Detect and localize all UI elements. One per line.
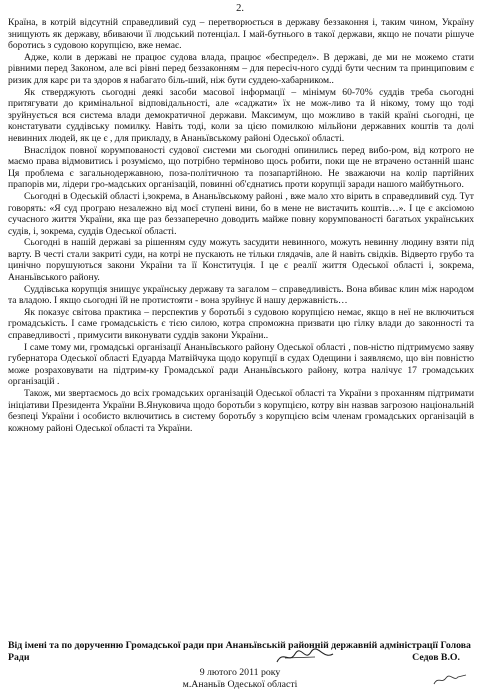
initials-mark-icon bbox=[432, 672, 468, 688]
place-line: м.Ананьїв Одеської області bbox=[182, 679, 298, 690]
paragraph: Як стверджують сьогодні деякі засоби масової інформації – мінімум 60-70% суддів треба сьогодні притягувати до кримінальної відповідальності, але «саджати» їх не мож-ливо та й нікому, тому що тоді зруйнується вся система влади демократичної держави. Максимум, що можливо в такій країні сьогодні, це констатувати суддівську помилку. Навіть тоді, коли за цією помилкою мільйони державних коштів та долі невинних людей, як це є , для прикладу, в Ананьївському районі Одеської області. bbox=[8, 86, 474, 144]
paragraph: Країна, в котрій відсутній справедливий суд – перетворюється в державу беззаконня і, таким чином, Україну знищують як державу, вбиваючи її людський потенціал. І май-бутнього в такої держави, якщо не почати рішуче боротись з судовою корупцією, вже немає. bbox=[8, 17, 474, 52]
paragraph: Як показує світова практика – перспектив у боротьбі з судовою корупцією немає, якщо в неї не включиться громадськість. І саме громадськість є тією силою, котра спроможна призвати цю гілку влади до законності та справедливості , примусити виконувати суддів закони України.. bbox=[8, 306, 474, 342]
signatory-name: Седов В.О. bbox=[412, 652, 460, 663]
page-number: 2. bbox=[236, 3, 244, 14]
paragraph: І саме тому ми, громадські організації Ананьївського району Одеської області , пов-ністю підтримуємо заяву губернатора Одеської області Едуарда Матвійчука щодо корупції в судах Одещини і заявляємо, що він повністю може розраховувати на підтрим-ку Громадської ради Ананьївського району, котра налічує 17 громадських організацій . bbox=[8, 341, 474, 388]
paragraph: Внаслідок повної корумпованості судової системи ми сьогодні опинились перед вибо-ром, від котрого не маємо права відмовитись і розуміємо, що потрібно терміново щось робити, поки ще не втрачено останній шанс Ця проблема є загальнодержавною, поза-політичною та позапартійною. Не зважаючи на колір партійних прапорів ми, лідери гро-мадських організацій, повинні об'єднатись проти корупції заради нашого майбутнього. bbox=[8, 144, 474, 191]
paragraph: Сьогодні в нашій державі за рішенням суду можуть засудити невинного, можуть невинну людину взяти під варту. В честі стали закриті суди, на котрі не пускають не тільки глядачів, але й навіть свідків. Відверто грубо та цинічно порушуються закони України та її Конституція. І це є реалії життя Одеської області і, зокрема, Ананьївського району. bbox=[8, 237, 474, 284]
paragraph: Суддівська корупція знищує українську державу та загалом – справедливість. Вона вбиває клин між народом та владою. І якщо сьогодні їй не протистояти - вона зруйнує й нашу державність… bbox=[8, 283, 474, 307]
date-line: 9 лютого 2011 року bbox=[199, 667, 281, 678]
signature-block bbox=[8, 640, 474, 664]
handwritten-signature-icon bbox=[275, 648, 335, 666]
date-place bbox=[0, 667, 480, 691]
paragraph: Адже, коли в державі не працює судова влада, працює «беспредел». В державі, де ми не можемо стати рівними перед Законом, але всі рівні перед беззаконням – для пересіч-ного судді бути чесним та принциповим є ризик для карє ри та здоров я набагато біль-ший, ніж бути суддею-хабарником.. bbox=[8, 51, 474, 86]
paragraph: Також, ми звертаємось до всіх громадських організацій Одеської області та України з проханням підтримати ініціативи Президента України В.Януковича щодо боротьби з корупцією, котру він назвав загрозою національній безпеці України і особисто включитись в систему боротьбу з корупцією всім членам громадських організацій в кожному районі Одеської області та України. bbox=[8, 388, 474, 434]
paragraph: Сьогодні в Одеській області і,зокрема, в Ананьївському районі , вже мало хто вірить в справедливий суд. Тут говорять: «Я суд програю незалежно від моєї ступені вини, бо в мене не вистачить коштів…». І це є аксіомою сучасного життя України, яка ще раз беззаперечно доводить майже повну корумпованості багатьох українських судів, і, зокрема, суддів Одеської області. bbox=[8, 190, 474, 237]
signature-text: Від імені та по дорученню Громадської ради при Ананьївській районній державній адміністрації Голова Ради bbox=[8, 640, 471, 663]
document-body bbox=[8, 17, 474, 434]
